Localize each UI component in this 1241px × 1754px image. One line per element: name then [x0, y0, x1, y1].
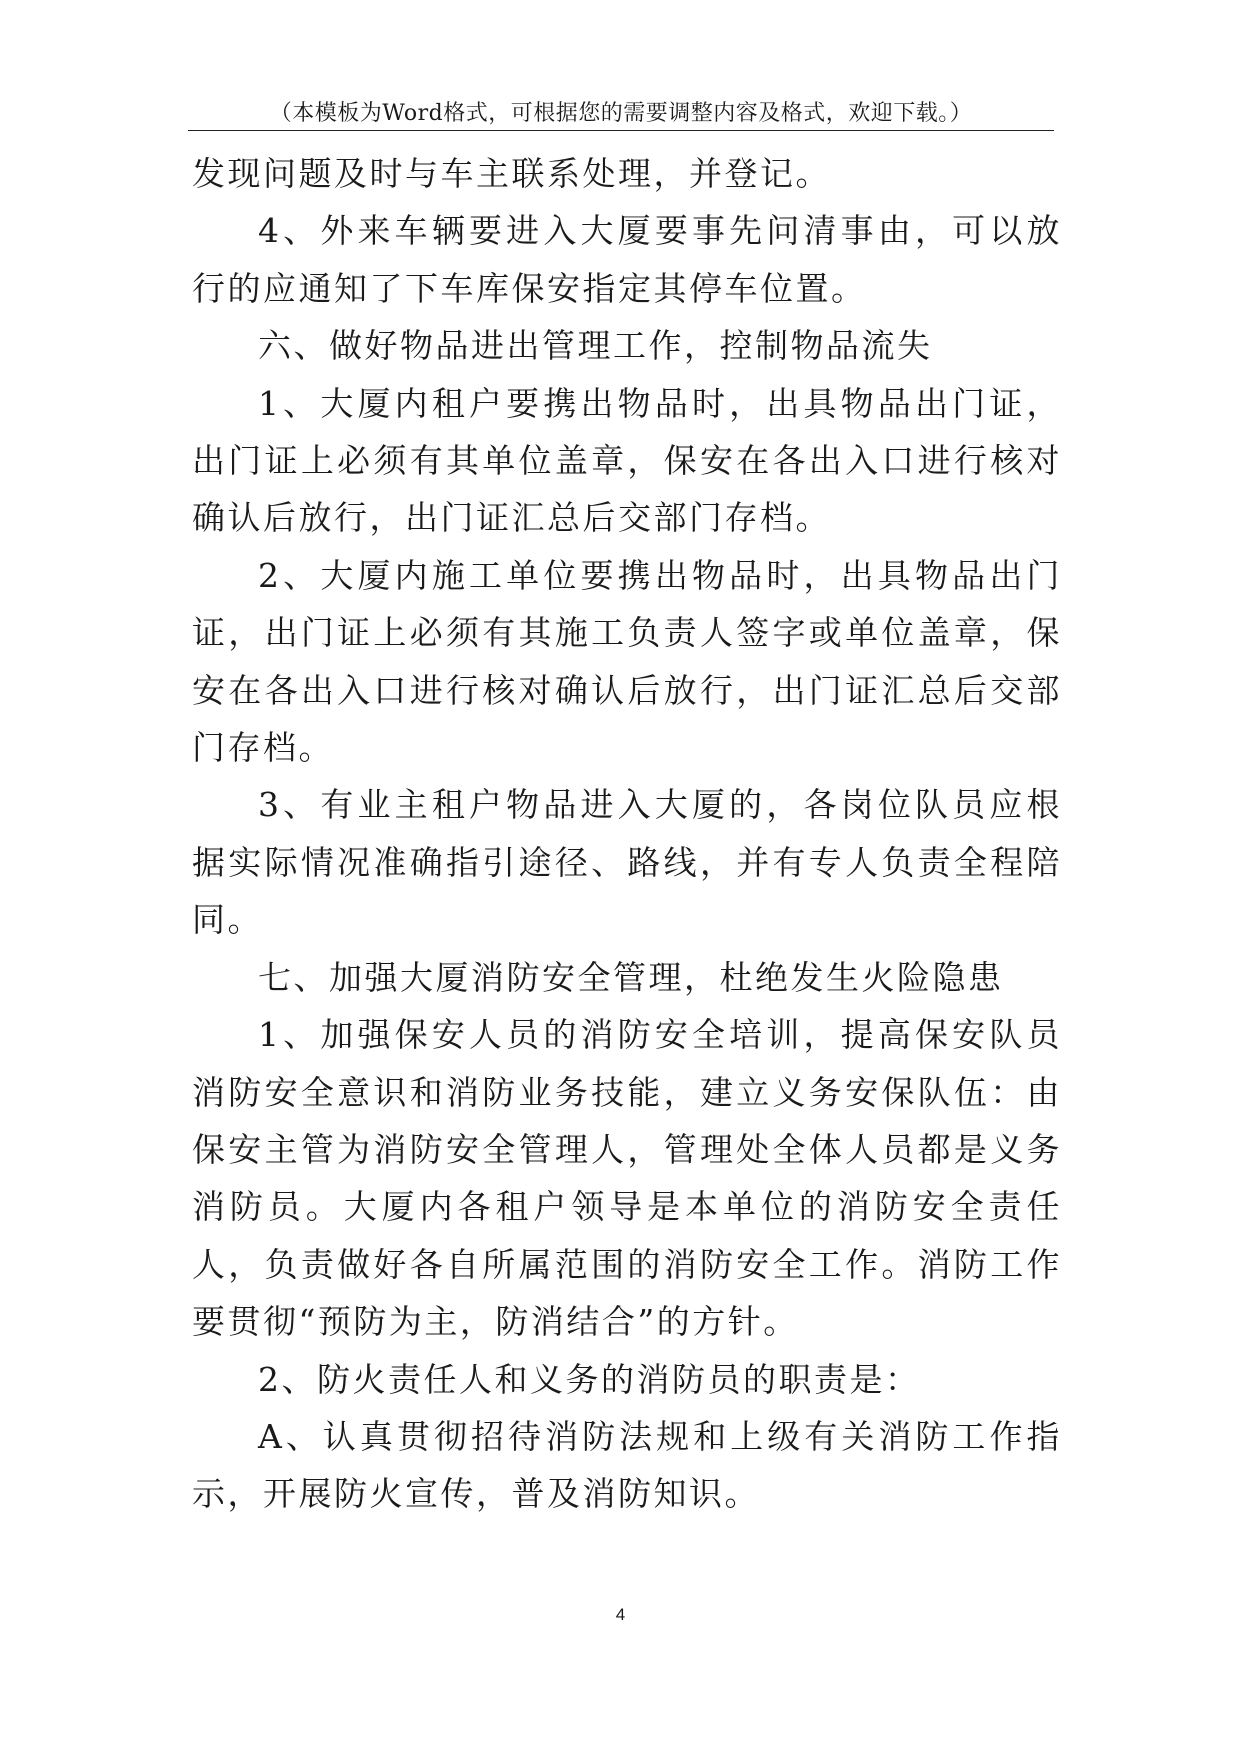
body-paragraph: 3、有业主租户物品进入大厦的，各岗位队员应根据实际情况准确指引途径、路线，并有专人负责全程陪同。: [192, 785, 1062, 940]
body-paragraph: 六、做好物品进出管理工作，控制物品流失: [258, 326, 933, 366]
body-paragraph: A、认真贯彻招待消防法规和上级有关消防工作指示，开展防火宣传，普及消防知识。: [192, 1416, 1062, 1514]
body-paragraph: 4、外来车辆要进入大厦要事先问清事由，可以放行的应通知了下车库保安指定其停车位置。: [192, 211, 1062, 308]
header-note: （本模板为Word格式，可根据您的需要调整内容及格式，欢迎下载。）: [269, 101, 973, 126]
body-paragraph: 2、大厦内施工单位要携出物品时，出具物品出门证，出门证上必须有其施工负责人签字或单位盖章，保安在各出入口进行核对确认后放行，出门证汇总后交部门存档。: [192, 555, 1062, 768]
body-paragraph: 发现问题及时与车主联系处理，并登记。: [192, 154, 831, 193]
body-paragraph: 1、加强保安人员的消防安全培训，提高保安队员消防安全意识和消防业务技能，建立义务安保队伍：由保安主管为消防安全管理人，管理处全体人员都是义务消防员。大厦内各租户领导是本单位的消防安全责任人，负责做好各自所属范围的消防安全工作。消防工作要贯彻“预防为主，防消结合”的方针。: [192, 1015, 1062, 1342]
header-divider: [188, 130, 1054, 131]
body-paragraph: 1、大厦内租户要携出物品时，出具物品出门证，出门证上必须有其单位盖章，保安在各出入口进行核对确认后放行，出门证汇总后交部门存档。: [192, 383, 1062, 538]
body-paragraph: 七、加强大厦消防安全管理，杜绝发生火险隐患: [258, 957, 1004, 997]
page-number: 4: [615, 1605, 626, 1624]
document-body: [192, 145, 1062, 1523]
body-paragraph: 2、防火责任人和义务的消防员的职责是：: [258, 1359, 921, 1399]
